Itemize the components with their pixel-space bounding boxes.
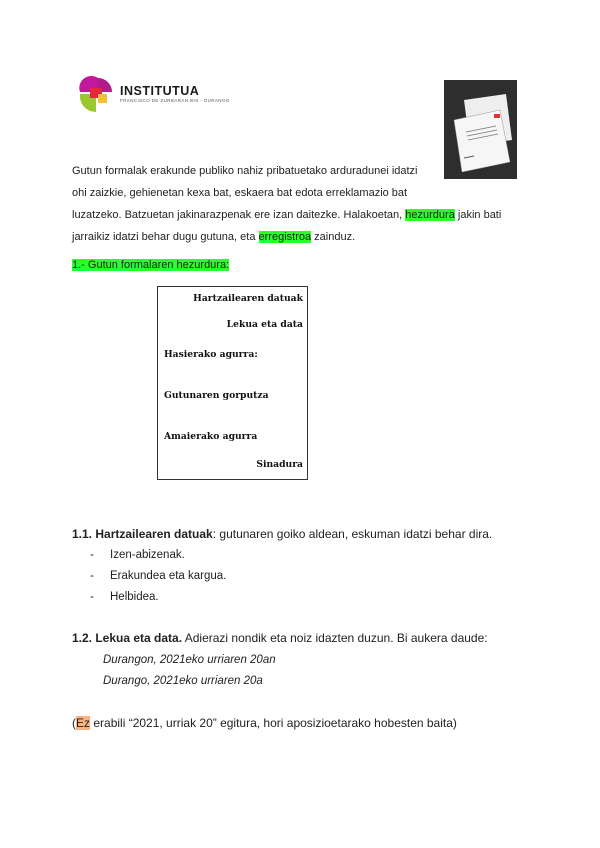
usage-note: (Ez erabili “2021, urriak 20” egitura, hori aposizioetarako hobesten baita) — [72, 716, 457, 730]
intro-line: Gutun formalak erakunde publiko nahiz pribatuetako arduradunei idatzi — [72, 165, 418, 177]
list-item: - Erakundea eta kargua. — [90, 570, 227, 582]
diagram-place-date: Lekua eta data — [226, 319, 303, 330]
highlight-hezurdura: hezurdura — [405, 209, 455, 221]
diagram-closing: Amaierako agurra — [164, 431, 258, 442]
diagram-greeting: Hasierako agurra: — [164, 349, 258, 360]
highlight-erregistroa: erregistroa — [258, 231, 312, 243]
institute-logo — [72, 72, 120, 114]
diagram-sender: Hartzailearen datuak — [193, 293, 303, 304]
subsection-1-1: 1.1. Hartzailearen datuak: gutunaren goiko aldean, eskuman idatzi behar dira. — [72, 527, 493, 541]
list-item: - Izen-abizenak. — [90, 549, 185, 561]
date-example: Durangon, 2021eko urriaren 20an — [103, 654, 276, 666]
list-item: - Helbidea. — [90, 591, 159, 603]
section-heading: 1.- Gutun formalaren hezurdura: — [72, 259, 230, 271]
subsection-1-2: 1.2. Lekua eta data. Adierazi nondik eta noiz idazten duzun. Bi aukera daude: — [72, 631, 488, 645]
letter-structure-diagram — [157, 286, 308, 480]
highlight-ez: Ez — [76, 716, 91, 730]
letters-photo — [444, 80, 517, 179]
diagram-body: Gutunaren gorputza — [164, 390, 269, 401]
logo-subtitle: FRANCISCO DE ZURBARAN BHI - DURANGO — [120, 98, 230, 103]
date-example: Durango, 2021eko urriaren 20a — [103, 675, 263, 687]
subsection-title: 1.1. Hartzailearen datuak — [72, 527, 213, 541]
intro-line: jarraikiz idatzi behar dugu gutuna, eta erregistroa zainduz. — [72, 231, 356, 243]
subsection-title: 1.2. Lekua eta data. — [72, 631, 183, 645]
intro-line: luzatzeko. Batzuetan jakinarazpenak ere izan daitezke. Halakoetan, hezurdura jakin bati — [72, 209, 502, 221]
intro-line: ohi zaizkie, gehienetan kexa bat, eskaera bat edota erreklamazio bat — [72, 187, 408, 199]
intro-paragraph — [72, 160, 502, 248]
logo-text: INSTITUTUA — [120, 84, 200, 98]
diagram-signature: Sinadura — [256, 459, 303, 470]
